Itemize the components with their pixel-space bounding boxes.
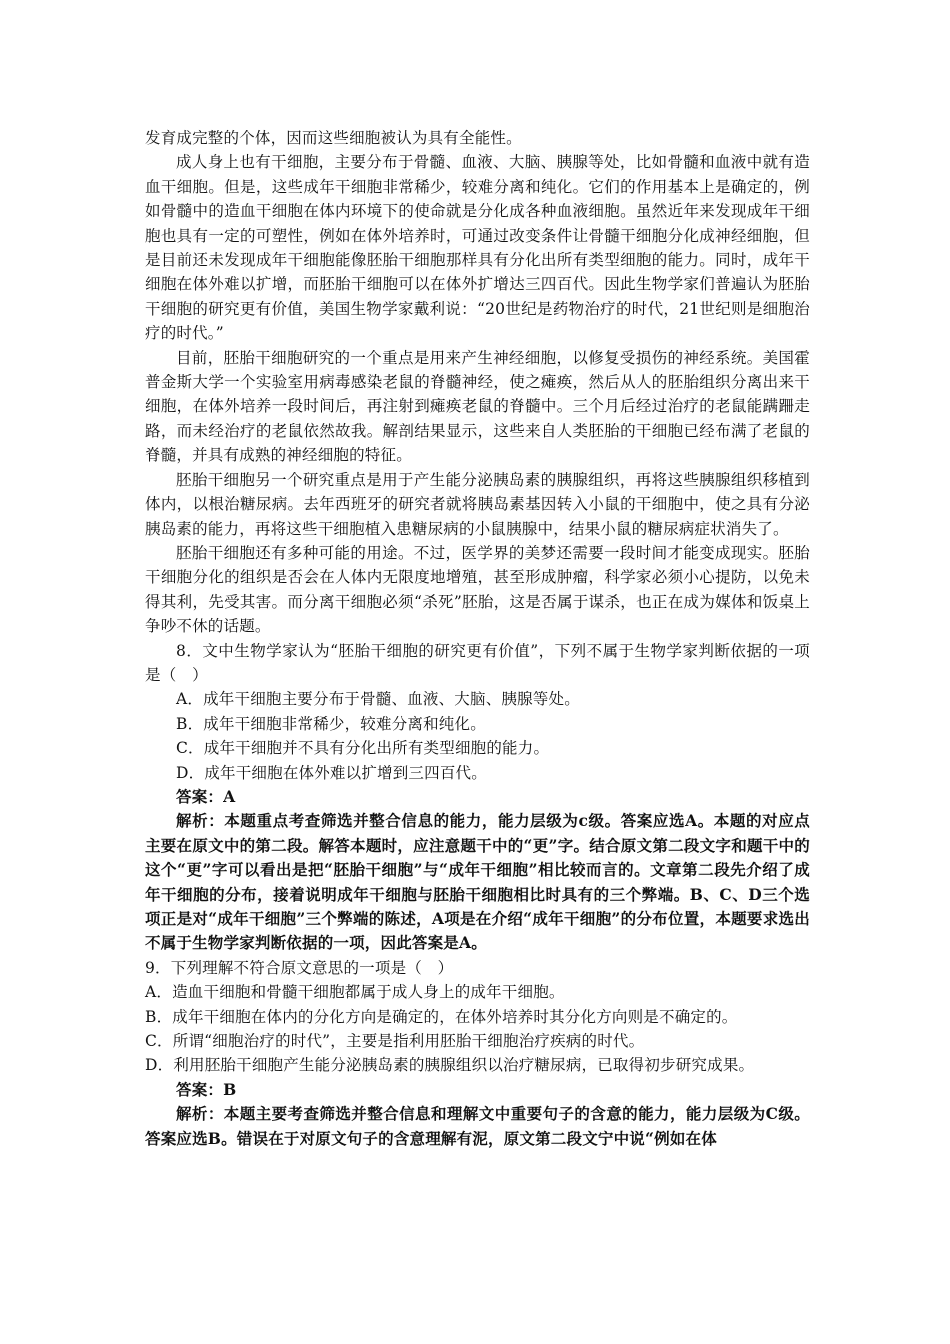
document-body (145, 126, 810, 1151)
question-9-option-c: C．所谓“细胞治疗的时代”，主要是指利用胚胎干细胞治疗疾病的时代。 (145, 1032, 645, 1051)
question-8-stem: 8．文中生物学家认为“胚胎干细胞的研究更有价值”，下列不属于生物学家判断依据的一项是（ ） (145, 641, 810, 684)
question-9-option-a: A．造血干细胞和骨髓干细胞都属于成人身上的成年干细胞。 (145, 983, 565, 1002)
question-9-analysis: 解析：本题主要考查筛选并整合信息和理解文中重要句子的含意的能力，能力层级为C级。答案应选B。错误在于对原文句子的含意理解有泥，原文第二段文宁中说“例如在体 (145, 1104, 810, 1148)
question-8-option-d: D．成年干细胞在体外难以扩增到三四百代。 (176, 763, 487, 782)
question-8-answer: 答案：A (176, 786, 236, 806)
passage-paragraph-continued: 发育成完整的个体，因而这些细胞被认为具有全能性。 (145, 129, 522, 147)
question-9-option-d: D．利用胚胎干细胞产生能分泌胰岛素的胰腺组织以治疗糖尿病，已取得初步研究成果。 (145, 1056, 755, 1075)
question-9-option-b: B．成年干细胞在体内的分化方向是确定的，在体外培养时其分化方向则是不确定的。 (145, 1007, 738, 1026)
passage-paragraph-4: 胚胎干细胞另一个研究重点是用于产生能分泌胰岛素的胰腺组织，再将这些胰腺组织移植到体内，以根治糖尿病。去年西班牙的研究者就将胰岛素基因转入小鼠的干细胞中，使之具有分泌胰岛素的能力，再将这些干细胞植入患糖尿病的小鼠胰腺中，结果小鼠的糖尿病症状消失了。 (145, 470, 810, 538)
question-8-option-c: C．成年干细胞并不具有分化出所有类型细胞的能力。 (176, 739, 550, 758)
passage-paragraph-2: 成人身上也有干细胞，主要分布于骨髓、血液、大脑、胰腺等处，比如骨髓和血液中就有造血干细胞。但是，这些成年干细胞非常稀少，较难分离和纯化。它们的作用基本上是确定的，例如骨髓中的造血干细胞在体内环境下的使命就是分化成各种血液细胞。虽然近年来发现成年干细胞也具有一定的可塑性，例如在体外培养时，可通过改变条件让骨髓干细胞分化成神经细胞，但是目前还未发现成年干细胞能像胚胎干细胞那样具有分化出所有类型细胞的能力。同时，成年干细胞在体外难以扩增，而胚胎干细胞可以在体外扩增达三四百代。因此生物学家们普遍认为胚胎干细胞的研究更有价值，美国生物学家戴利说：“20世纪是药物治疗的时代，21世纪则是细胞治疗的时代。” (145, 153, 810, 343)
question-8-analysis: 解析：本题重点考查筛选并整合信息的能力，能力层级为c级。答案应选A。本题的对应点主要在原文中的第二段。解答本题时，应注意题干中的“更”字。结合原文第二段文字和题干中的这个“更”字可以看出是把“胚胎干细胞”与“成年干细胞”相比较而言的。文章第二段先介绍了成年干细胞的分布，接着说明成年干细胞与胚胎干细胞相比时具有的三个弊端。B、C、D三个选项正是对“成年干细胞”三个弊端的陈述，A项是在介绍“成年干细胞”的分布位置，本题要求选出不属于生物学家判断依据的一项，因此答案是A。 (145, 811, 810, 953)
passage-paragraph-3: 目前，胚胎干细胞研究的一个重点是用来产生神经细胞，以修复受损伤的神经系统。美国霍普金斯大学一个实验室用病毒感染老鼠的脊髓神经，使之瘫痪，然后从人的胚胎组织分离出来干细胞，在体外培养一段时间后，再注射到瘫痪老鼠的脊髓中。三个月后经过治疗的老鼠能蹒跚走路，而未经治疗的老鼠依然故我。解剖结果显示，这些来自人类胚胎的干细胞已经布满了老鼠的脊髓，并具有成熟的神经细胞的特征。 (145, 348, 810, 465)
question-9 (145, 956, 810, 1151)
question-9-answer: 答案：B (176, 1079, 237, 1099)
question-9-stem: 9．下列理解不符合原文意思的一项是（ ） (145, 958, 454, 977)
passage-paragraph-5: 胚胎干细胞还有多种可能的用途。不过，医学界的美梦还需要一段时间才能变成现实。胚胎干细胞分化的组织是否会在人体内无限度地增殖，甚至形成肿瘤，科学家必须小心提防，以免未得其利，先受其害。而分离干细胞必须“杀死”胚胎，这是否属于谋杀，也正在成为媒体和饭桌上争吵不休的话题。 (145, 543, 810, 636)
question-8 (145, 639, 810, 956)
question-8-option-a: A．成年干细胞主要分布于骨髓、血液、大脑、胰腺等处。 (176, 690, 580, 709)
question-8-option-b: B．成年干细胞非常稀少，较难分离和纯化。 (176, 714, 486, 733)
